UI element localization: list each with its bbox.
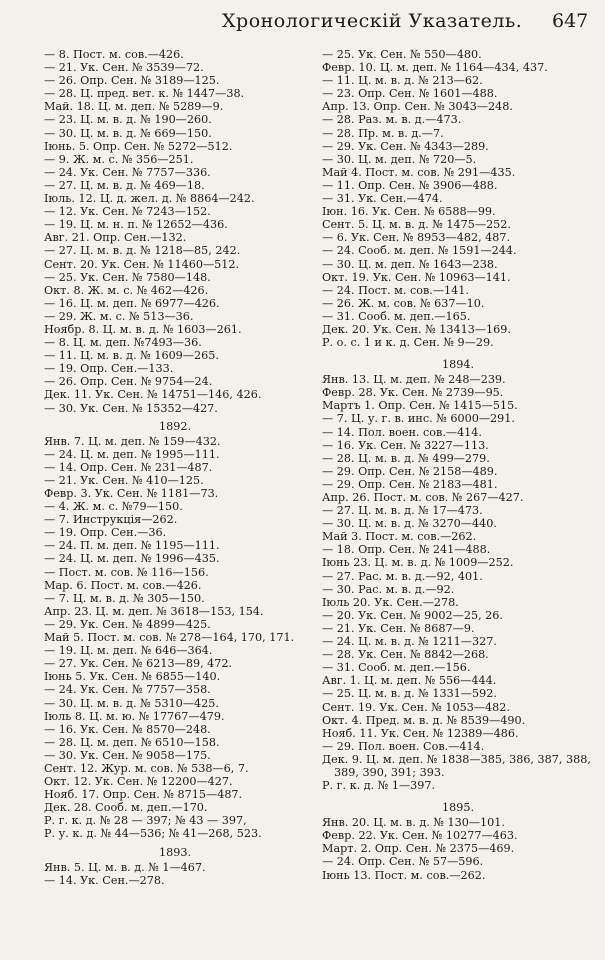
index-entry: Апр. 26. Пост. м. сов. № 267—427. [322, 491, 524, 504]
index-entry: Сент. 5. Ц. м. в. д. № 1475—252. [322, 218, 511, 232]
year-heading: 1892. [158, 419, 192, 433]
index-entry: Янв. 5. Ц. м. в. д. № 1—467. [44, 860, 206, 874]
index-entry: Май 3. Пост. м. сов.—262. [322, 530, 477, 544]
index-entry: — 4. Ж. м. с. №79—150. [44, 500, 183, 514]
index-entry: — 12. Ук. Сен. № 7243—152. [44, 205, 211, 219]
index-entry: Нояб. 17. Опр. Сен. № 8715—487. [44, 788, 243, 802]
index-entry: Іюн. 16. Ук. Сен. № 6588—99. [322, 205, 496, 219]
index-entry: — 30. Ц. м. деп. № 1643—238. [322, 257, 498, 271]
index-entry: — 25. Ц. м. в. д. № 1331—592. [322, 687, 497, 701]
index-entry: — 16. Ук. Сен. № 8570—248. [44, 722, 211, 736]
index-entry: — 28. Ц. м. в. д. № 499—279. [322, 451, 490, 465]
index-entry: — 29. Ук. Сен. № 4343—289. [322, 139, 489, 153]
index-entry: — 7. Инструкція—262. [44, 513, 178, 527]
year-heading: 1893. [158, 845, 192, 859]
index-entry: — 30. Ц. м. в. д. № 669—150. [44, 126, 212, 140]
index-entry: Дек. 20. Ук. Сен. № 13413—169. [322, 322, 511, 336]
index-entry: Май. 18. Ц. м. деп. № 5289—9. [44, 100, 224, 114]
index-entry: — 20. Ук. Сен. № 9002—25, 26. [322, 608, 503, 622]
index-entry: Март. 2. Опр. Сен. № 2375—469. [322, 842, 515, 856]
index-entry: Окт. 4. Пред. м. в. д. № 8539—490. [322, 713, 526, 727]
page-header [0, 10, 605, 46]
index-entry: — 14. Ук. Сен.—278. [44, 873, 165, 887]
index-entry: — 30. Ц. м. деп. № 720—5. [322, 152, 477, 166]
index-entry: Дек. 9. Ц. м. деп. № 1838—385, 386, 387, 388, 389, 390, 391; 393. [322, 752, 591, 779]
index-entry: — 11. Ц. м. в. д. № 1609—265. [44, 349, 219, 363]
index-entry: — 24. Ц. м. деп. № 1996—435. [44, 552, 220, 566]
index-entry: Окт. 19. Ук. Сен. № 10963—141. [322, 270, 511, 284]
index-entry: Окт. 8. Ж. м. с. № 462—426. [44, 283, 209, 297]
index-entry: — 25. Ук. Сен. № 7580—148. [44, 270, 211, 284]
index-entry: — Пост. м. сов. № 116—156. [44, 565, 209, 579]
index-entry: Іюнь. 5. Опр. Сен. № 5272—512. [44, 139, 233, 153]
index-entry: Р. г. к. д. № 1—397. [322, 779, 436, 793]
index-entry: — 18. Опр. Сен. № 241—488. [322, 543, 491, 557]
index-entry: — 30. Ц. м. в. д. № 3270—440. [322, 517, 497, 531]
index-entry: — 27. Ук. Сен. № 6213—89, 472. [44, 657, 233, 671]
index-entry: — 29. Ж. м. с. № 513—36. [44, 309, 194, 323]
index-entry: Сент. 20. Ук. Сен. № 11460—512. [44, 257, 240, 271]
index-entry: — 23. Опр. Сен. № 1601—488. [322, 87, 498, 101]
index-entry: Іюнь 23. Ц. м. в. д. № 1009—252. [322, 556, 514, 570]
index-entry: — 28. Ц. пред. вет. к. № 1447—38. [44, 87, 245, 101]
index-entry: — 11. Опр. Сен. № 3906—488. [322, 178, 498, 192]
index-entry: Окт. 12. Ук. Сен. № 12200—427. [44, 775, 233, 789]
index-entry: — 25. Ук. Сен. № 550—480. [322, 48, 482, 61]
page-number: 647 [552, 10, 589, 32]
index-entry: — 31. Ук. Сен.—474. [322, 192, 443, 206]
index-entry: Мар. 6. Пост. м. сов.—426. [44, 578, 202, 592]
index-entry: — 29. Опр. Сен. № 2158—489. [322, 464, 498, 478]
index-entry: — 26. Ж. м. сов. № 637—10. [322, 296, 485, 310]
index-entry: Іюль 8. Ц. м. ю. № 17767—479. [44, 709, 225, 723]
index-entry: — 31. Сооб. м. деп.—156. [322, 661, 471, 675]
index-entry: Май 4. Пост. м. сов. № 291—435. [322, 165, 516, 179]
index-entry: — 16. Ук. Сен. № 3227—113. [322, 438, 489, 452]
index-entry: — 19. Ц. м. деп. № 646—364. [44, 644, 213, 658]
index-entry: Нояб. 11. Ук. Сен. № 12389—486. [322, 726, 519, 740]
index-entry: — 8. Пост. м. сов.—426. [44, 48, 184, 61]
right-column [322, 48, 594, 882]
page-title: Хронологическій Указатель. [222, 10, 523, 32]
year-heading: 1894. [441, 358, 475, 372]
index-entry: — 7. Ц. у. г. в. инс. № 6000—291. [322, 412, 515, 426]
index-entry: Февр. 10. Ц. м. деп. № 1164—434, 437. [322, 61, 548, 75]
index-entry: Янв. 7. Ц. м. деп. № 159—432. [44, 434, 221, 448]
left-column [44, 48, 306, 887]
index-entry: — 28. Пр. м. в. д.—7. [322, 126, 444, 140]
index-entry: — 16. Ц. м. деп. № 6977—426. [44, 296, 220, 310]
index-entry: — 9. Ж. м. с. № 356—251. [44, 152, 194, 166]
index-entry: Авг. 1. Ц. м. деп. № 556—444. [322, 674, 497, 688]
index-entry: — 27. Ц. м. в. д. № 469—18. [44, 178, 205, 192]
index-entry: — 24. Ц. м. в. д. № 1211—327. [322, 635, 497, 649]
index-entry: — 28. Ц. м. деп. № 6510—158. [44, 735, 220, 749]
index-entry: Іюль 20. Ук. Сен.—278. [322, 595, 459, 609]
index-entry: — 11. Ц. м. в. д. № 213—62. [322, 74, 483, 88]
index-entry: — 26. Опр. Сен. № 9754—24. [44, 375, 213, 389]
index-entry: — 28. Раз. м. в. д.—473. [322, 113, 462, 127]
index-entry: Май 5. Пост. м. сов. № 278—164, 170, 171. [44, 631, 295, 645]
index-entry: Р. о. с. 1 и к. д. Сен. № 9—29. [322, 336, 494, 350]
index-entry: — 19. Ц. м. н. п. № 12652—436. [44, 218, 228, 232]
year-heading: 1895. [441, 801, 475, 815]
index-entry: Мартъ 1. Опр. Сен. № 1415—515. [322, 399, 518, 413]
index-entry: Іюнь 5. Ук. Сен. № 6855—140. [44, 670, 221, 684]
index-entry: Янв. 20. Ц. м. в. д. № 130—101. [322, 816, 505, 830]
index-entry: Авг. 21. Опр. Сен.—132. [44, 231, 187, 245]
index-entry: Февр. 28. Ук. Сен. № 2739—95. [322, 386, 504, 400]
index-entry: — 19. Опр. Сен.—36. [44, 526, 167, 540]
index-entry: — 24. Пост. м. сов.—141. [322, 283, 469, 297]
index-entry: — 28. Ук. Сен. № 8842—268. [322, 648, 489, 662]
index-entry: — 30. Рас. м. в. д.—92. [322, 582, 455, 596]
index-entry: — 31. Сооб. м. деп.—165. [322, 309, 471, 323]
index-entry: Ноябр. 8. Ц. м. в. д. № 1603—261. [44, 322, 242, 336]
index-entry: Апр. 23. Ц. м. деп. № 3618—153, 154. [44, 604, 264, 618]
index-entry: — 27. Рас. м. в. д.—92, 401. [322, 569, 483, 583]
index-entry: — 27. Ц. м. в. д. № 1218—85, 242. [44, 244, 241, 258]
index-entry: — 29. Пол. воен. Сов.—414. [322, 739, 485, 753]
index-entry: — 24. Опр. Сен. № 57—596. [322, 855, 484, 869]
index-entry: — 19. Опр. Сен.—133. [44, 362, 174, 376]
index-entry: — 30. Ук. Сен. № 9058—175. [44, 748, 211, 762]
index-entry: Р. у. к. д. № 44—536; № 41—268, 523. [44, 827, 262, 841]
index-entry: Сент. 12. Жур. м. сов. № 538—6, 7. [44, 761, 249, 775]
index-entry: — 29. Ук. Сен. № 4899—425. [44, 617, 211, 631]
index-entry: Сент. 19. Ук. Сен. № 1053—482. [322, 700, 510, 714]
index-entry: — 30. Ук. Сен. № 15352—427. [44, 401, 218, 415]
index-entry: — 8. Ц. м. деп. №7493—36. [44, 336, 202, 350]
index-entry: — 24. Ук. Сен. № 7757—336. [44, 165, 211, 179]
index-entry: Февр. 3. Ук. Сен. № 1181—73. [44, 487, 219, 500]
index-entry: — 29. Опр. Сен. № 2183—481. [322, 477, 498, 491]
index-entry: Дек. 11. Ук. Сен. № 14751—146, 426. [44, 388, 262, 402]
index-entry: — 14. Пол. воен. сов.—414. [322, 425, 482, 439]
index-entry: — 6. Ук. Сен. № 8953—482, 487. [322, 231, 511, 245]
index-entry: — 7. Ц. м. в. д. № 305—150. [44, 591, 205, 605]
index-entry: — 27. Ц. м. в. д. № 17—473. [322, 504, 483, 518]
index-entry: — 24. Ук. Сен. № 7757—358. [44, 683, 211, 697]
index-entry: — 30. Ц. м. в. д. № 5310—425. [44, 696, 219, 710]
index-entry: Іюль. 12. Ц. д. жел. д. № 8864—242. [44, 192, 255, 206]
index-entry: — 14. Опр. Сен. № 231—487. [44, 460, 213, 474]
index-entry: Апр. 13. Опр. Сен. № 3043—248. [322, 100, 513, 114]
index-entry: — 24. Ц. м. деп. № 1995—111. [44, 447, 220, 461]
index-entry: Р. г. к. д. № 28 — 397; № 43 — 397, [44, 814, 247, 828]
index-entry: — 21. Ук. Сен. № 3539—72. [44, 61, 204, 75]
index-entry: — 24. Сооб. м. деп. № 1591—244. [322, 244, 517, 258]
index-entry: — 21. Ук. Сен. № 8687—9. [322, 621, 475, 635]
index-entry: Февр. 22. Ук. Сен. № 10277—463. [322, 829, 518, 843]
index-entry: Іюнь 13. Пост. м. сов.—262. [322, 868, 486, 882]
index-entry: Дек. 28. Сооб. м. деп.—170. [44, 801, 208, 815]
index-entry: — 23. Ц. м. в. д. № 190—260. [44, 113, 212, 127]
index-entry: — 24. П. м. деп. № 1195—111. [44, 539, 220, 553]
index-entry: Янв. 13. Ц. м. деп. № 248—239. [322, 373, 506, 387]
index-entry: — 26. Опр. Сен. № 3189—125. [44, 74, 220, 88]
index-entry: — 21. Ук. Сен. № 410—125. [44, 473, 204, 487]
